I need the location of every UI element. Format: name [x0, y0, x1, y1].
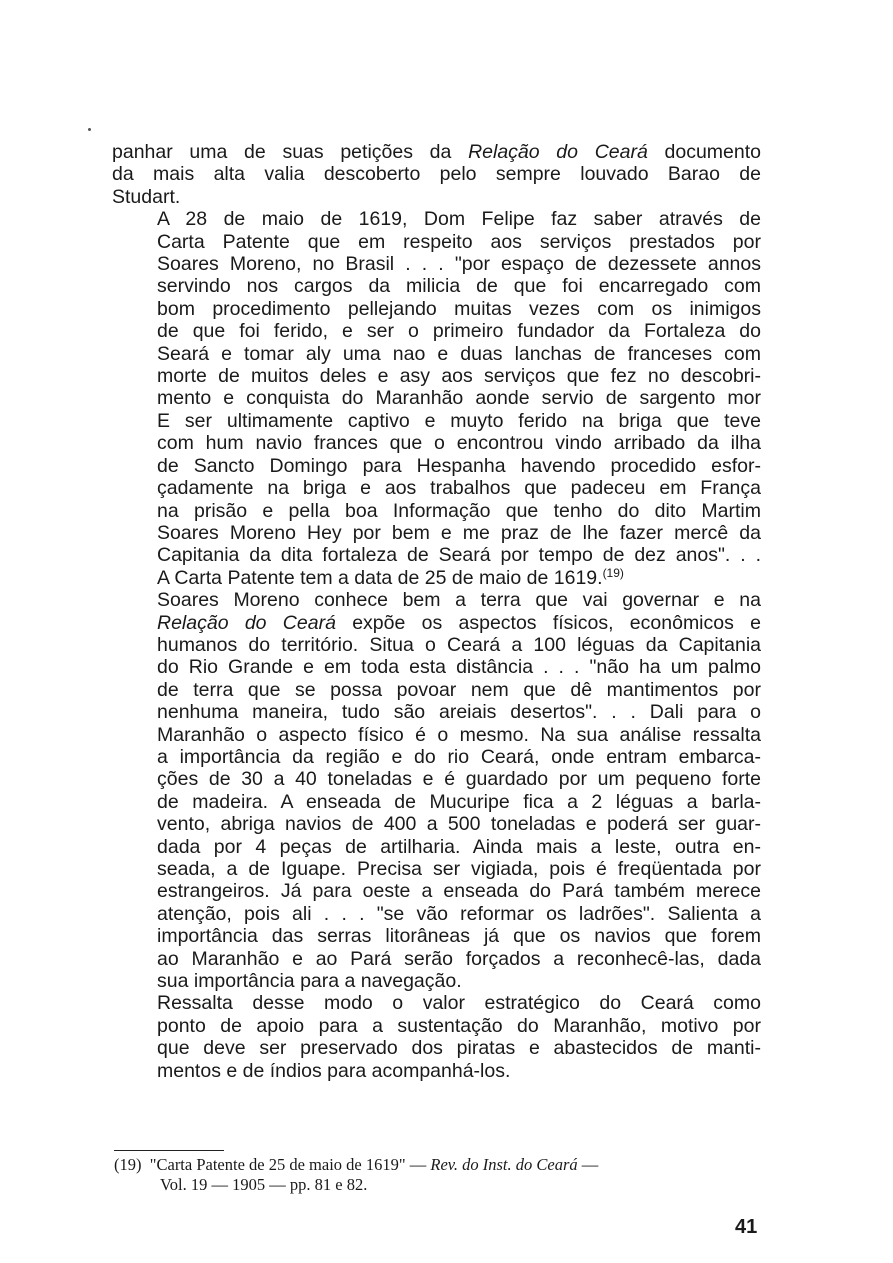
- text-line: çadamente na briga e aos trabalhos que padeceu em França: [157, 477, 761, 500]
- text-line: bom procedimento pellejando muitas vezes com os inimigos: [157, 297, 761, 320]
- text-line: de terra que se possa povoar nem que dê mantimentos por: [157, 678, 761, 701]
- text-line: atenção, pois ali . . . "se vão reformar os ladrões". Salienta a: [157, 902, 761, 925]
- text-line: E ser ultimamente captivo e muyto ferido na briga que teve: [157, 409, 761, 432]
- text-line: Carta Patente que em respeito aos serviços prestados por: [157, 230, 761, 253]
- italic-title: Relação do Ceará: [157, 611, 336, 634]
- text-line: ponto de apoio para a sustentação do Maranhão, motivo por: [157, 1014, 761, 1037]
- paragraph-2: [112, 208, 761, 589]
- text-line: Relação do Ceará expõe os aspectos físicos, econômicos e: [157, 611, 761, 634]
- text-line: de Sancto Domingo para Hespanha havendo procedido esfor-: [157, 454, 761, 477]
- body-text: [112, 141, 761, 1082]
- text-line: Soares Moreno conhece bem a terra que vai governar e na: [157, 589, 761, 612]
- text-line: a importância da região e do rio Ceará, onde entram embarca-: [157, 745, 761, 768]
- text-line: humanos do território. Situa o Ceará a 100 léguas da Capitania: [157, 633, 761, 656]
- text-line: que deve ser preservado dos piratas e abastecidos de manti-: [157, 1037, 761, 1060]
- paragraph-4: [112, 992, 761, 1082]
- footnote-title: "Carta Patente de 25 de maio de 1619" —: [149, 1155, 431, 1174]
- text-line: ções de 30 a 40 toneladas e é guardado por um pequeno forte: [157, 768, 761, 791]
- text-line: com hum navio frances que o encontrou vindo arribado da ilha: [157, 432, 761, 455]
- text-line: seada, a de Iguape. Precisa ser vigiada, pois é freqüentada por: [157, 858, 761, 880]
- footnote-dash: —: [577, 1155, 599, 1174]
- text-line: panhar uma de suas petições da Relação do Ceará documento: [112, 141, 761, 163]
- footnote-line-2: Vol. 19 — 1905 — pp. 81 e 82.: [160, 1175, 368, 1194]
- text-line: na prisão e pella boa Informação que tenho do dito Martim: [157, 499, 761, 522]
- text-line: estrangeiros. Já para oeste a enseada do Pará também merece: [157, 880, 761, 903]
- text-line: de madeira. A enseada de Mucuripe fica a 2 léguas a barla-: [157, 790, 761, 813]
- page-number: 41: [735, 1216, 758, 1238]
- text-line: nenhuma maneira, tudo são areiais desertos". . . Dali para o: [157, 701, 761, 724]
- text-line: Maranhão o aspecto físico é o mesmo. Na sua análise ressalta: [157, 723, 761, 746]
- footnote-journal: Rev. do Inst. do Ceará: [430, 1155, 578, 1174]
- text-line: dada por 4 peças de artilharia. Ainda mais a leste, outra en-: [157, 835, 761, 858]
- paragraph-3: [112, 589, 761, 992]
- text-line: da mais alta valia descoberto pelo sempre louvado Barao de: [112, 163, 761, 186]
- italic-title: Relação do Ceará: [468, 141, 648, 163]
- text-line: Studart.: [112, 185, 181, 208]
- text-line: mento e conquista do Maranhão aonde servio de sargento mor: [157, 387, 761, 410]
- text-line: mentos e de índios para acompanhá-los.: [157, 1059, 511, 1082]
- text-line: sua importância para a navegação.: [157, 970, 462, 993]
- text-line: Soares Moreno, no Brasil . . . "por espaço de dezessete annos: [157, 253, 761, 276]
- text-line: servindo nos cargos da milicia de que foi encarregado com: [157, 275, 761, 298]
- text-line: Soares Moreno Hey por bem e me praz de lhe fazer mercê da: [157, 521, 761, 544]
- footnote-marker: (19): [114, 1155, 142, 1174]
- footnote-reference[interactable]: (19): [602, 565, 624, 580]
- margin-mark: [88, 128, 91, 131]
- paragraph-1: [112, 141, 761, 208]
- footnote-rule: [114, 1150, 224, 1151]
- text-line: de que foi ferido, e ser o primeiro fundador da Fortaleza do: [157, 320, 761, 343]
- text-line: A Carta Patente tem a data de 25 de maio de 1619.$^{(19)}$: [157, 565, 624, 589]
- footnote-line-1: [114, 1155, 764, 1175]
- text-line: A 28 de maio de 1619, Dom Felipe faz saber através de: [157, 208, 761, 231]
- text-line: Capitania da dita fortaleza de Seará por tempo de dez anos". . .: [157, 544, 761, 567]
- text-line: morte de muitos deles e asy aos serviços que fez no descobri-: [157, 365, 761, 388]
- text-line: importância das serras litorâneas já que os navios que forem: [157, 925, 761, 948]
- text-line: ao Maranhão e ao Pará serão forçados a reconhecê-las, dada: [157, 947, 761, 970]
- text-line: do Rio Grande e em toda esta distância . . . "não ha um palmo: [157, 656, 761, 679]
- text-line: Ressalta desse modo o valor estratégico do Ceará como: [157, 992, 761, 1015]
- text-line: Seará e tomar aly uma nao e duas lanchas de franceses com: [157, 342, 761, 365]
- text-line: vento, abriga navios de 400 a 500 toneladas e poderá ser guar-: [157, 813, 761, 836]
- footnote: [114, 1155, 764, 1195]
